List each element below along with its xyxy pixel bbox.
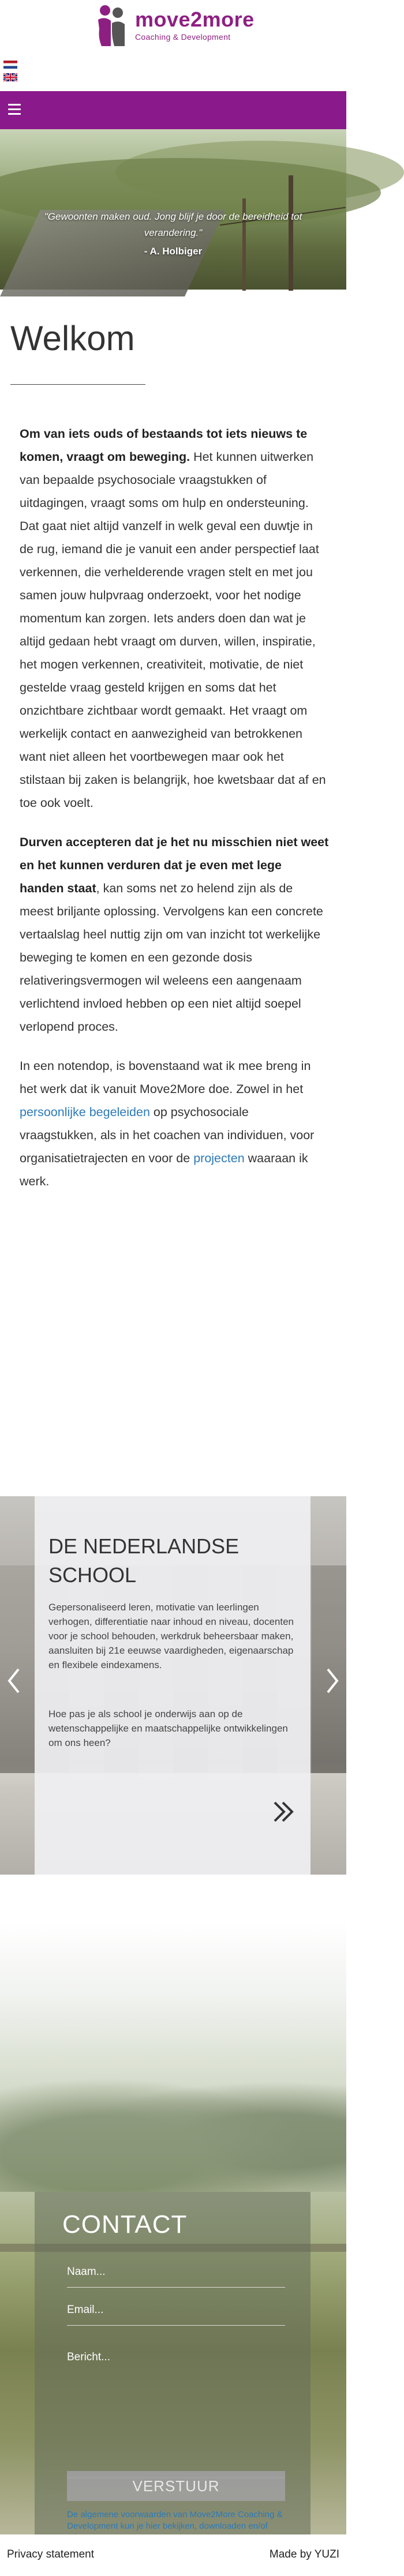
read-more-chevrons-icon[interactable] — [271, 1799, 297, 1824]
contact-form — [35, 2192, 311, 2534]
message-field[interactable]: Bericht... — [67, 2351, 285, 2478]
welcome-p1-text: Het kunnen uitwerken van bepaalde psychosociale vraagstukken of uitdagingen, vraagt soms om hulp en ondersteuning. Dat gaat niet altijd vanzelf in welk geval een duwtje in de rug, iemand die je vanuit een ander perspectief laat verkennen, die verhelderende vragen stelt en met jou samen jouw hulpvraag onderzoekt, voor het nodige momentum kan zorgen. Iets anders doen dan wat je altijd gedaan hebt vraagt om durven, willen, inspiratie, het mogen verkennen, creativiteit, motivatie, de niet gestelde vraag gesteld krijgen en soms dat het onzichtbare zichtbaar wordt gemaakt. Het vraagt om werkelijk contact en aanwezigheid van betrokkenen want niet alleen het voortbewegen maar ook het stilstaan bij zaken is belangrijk, hoe kwetsbaar dat af en toe ook voelt. — [20, 450, 326, 810]
contact-title: CONTACT — [62, 2210, 188, 2239]
welcome-p3-text-b: op psychosociale vraagstukken, als in het coachen van individuen, voor organisatietrajecten en voor de — [20, 1105, 315, 1165]
welcome-p3-text-c: waaraan ik werk. — [20, 1151, 308, 1188]
logo-text: move2more — [135, 7, 255, 31]
link-persoonlijke-begeleiden[interactable]: persoonlijke begeleiden — [20, 1105, 150, 1119]
menu-hamburger-icon[interactable] — [8, 104, 21, 115]
site-header — [0, 0, 346, 60]
school-paragraph-1: Gepersonaliseerd leren, motivatie van leerlingen verhogen, differentiatie naar inhoud en niveau, docenten voor je school behouden, werkdruk beheersbaar maken, aansluiten bij 21e eeuwse vaardigheden, eigenaarschap en flexibele eindexamens. — [48, 1602, 294, 1670]
link-projecten[interactable]: projecten — [193, 1151, 245, 1165]
school-title: DE NEDERLANDSE SCHOOL — [48, 1534, 240, 1587]
title-divider — [10, 384, 145, 385]
logo-subtitle: Coaching & Development — [135, 32, 231, 42]
welcome-content — [20, 422, 329, 1209]
slider-prev-icon[interactable] — [2, 1663, 25, 1698]
made-by-credit[interactable]: Made by YUZI — [269, 2548, 339, 2560]
school-card — [35, 1496, 311, 1875]
welcome-p2-bold: Durven accepteren dat je het nu misschien niet weet en het kunnen verduren dat je even met lege handen staat — [20, 835, 329, 895]
school-paragraph-2: Hoe pas je als school je onderwijs aan op de wetenschappelijke en maatschappelijke ontwikkelingen om ons heen? — [48, 1708, 288, 1748]
school-slider — [0, 1496, 346, 1875]
welcome-paragraph-3 — [20, 1054, 329, 1193]
welcome-paragraph-2 — [20, 831, 329, 1038]
welcome-p3-text-a: In een notendop, is bovenstaand wat ik mee breng in het werk dat ik vanuit Move2More doe. Zowel in het — [20, 1059, 311, 1096]
hero-banner — [0, 129, 346, 290]
privacy-statement-link[interactable]: Privacy statement — [7, 2548, 94, 2560]
submit-button[interactable]: VERSTUUR — [67, 2471, 285, 2501]
name-field[interactable]: Naam... — [67, 2266, 285, 2288]
hero-quote: "Gewoonten maken oud. Jong blijf je door de bereidheid tot verandering." — [44, 211, 302, 238]
site-logo[interactable] — [93, 3, 258, 47]
terms-link[interactable]: De algemene voorwaarden van Move2More Coaching & Development kun je hier bekijken, downloaden en/of — [67, 2510, 283, 2531]
email-field[interactable]: Email... — [67, 2304, 285, 2326]
logo-mark-icon — [93, 3, 128, 47]
hero-quote-author: - A. Holbiger — [144, 246, 203, 257]
site-footer — [0, 2534, 346, 2576]
flag-en-icon[interactable] — [3, 73, 17, 81]
welcome-title: Welkom — [10, 319, 135, 358]
welcome-p1-bold: Om van iets ouds of bestaands tot iets nieuws te komen, vraagt om beweging. — [20, 427, 308, 464]
slider-next-icon[interactable] — [321, 1663, 344, 1698]
welcome-p2-text: , kan soms net zo helend zijn als de meest briljante oplossing. Vervolgens kan een concrete vertaalslag heel nuttig zijn om van inzicht tot werkelijke beweging te komen en een gezonde dosis relativeringsvermogen wil weleens een aangenaam verlichtend invloed hebben op een niet altijd soepel verlopend proces. — [20, 881, 323, 1034]
main-navbar — [0, 91, 346, 129]
welcome-paragraph-1 — [20, 422, 329, 814]
flag-nl-icon[interactable] — [3, 61, 17, 69]
contact-section — [0, 1921, 346, 2534]
